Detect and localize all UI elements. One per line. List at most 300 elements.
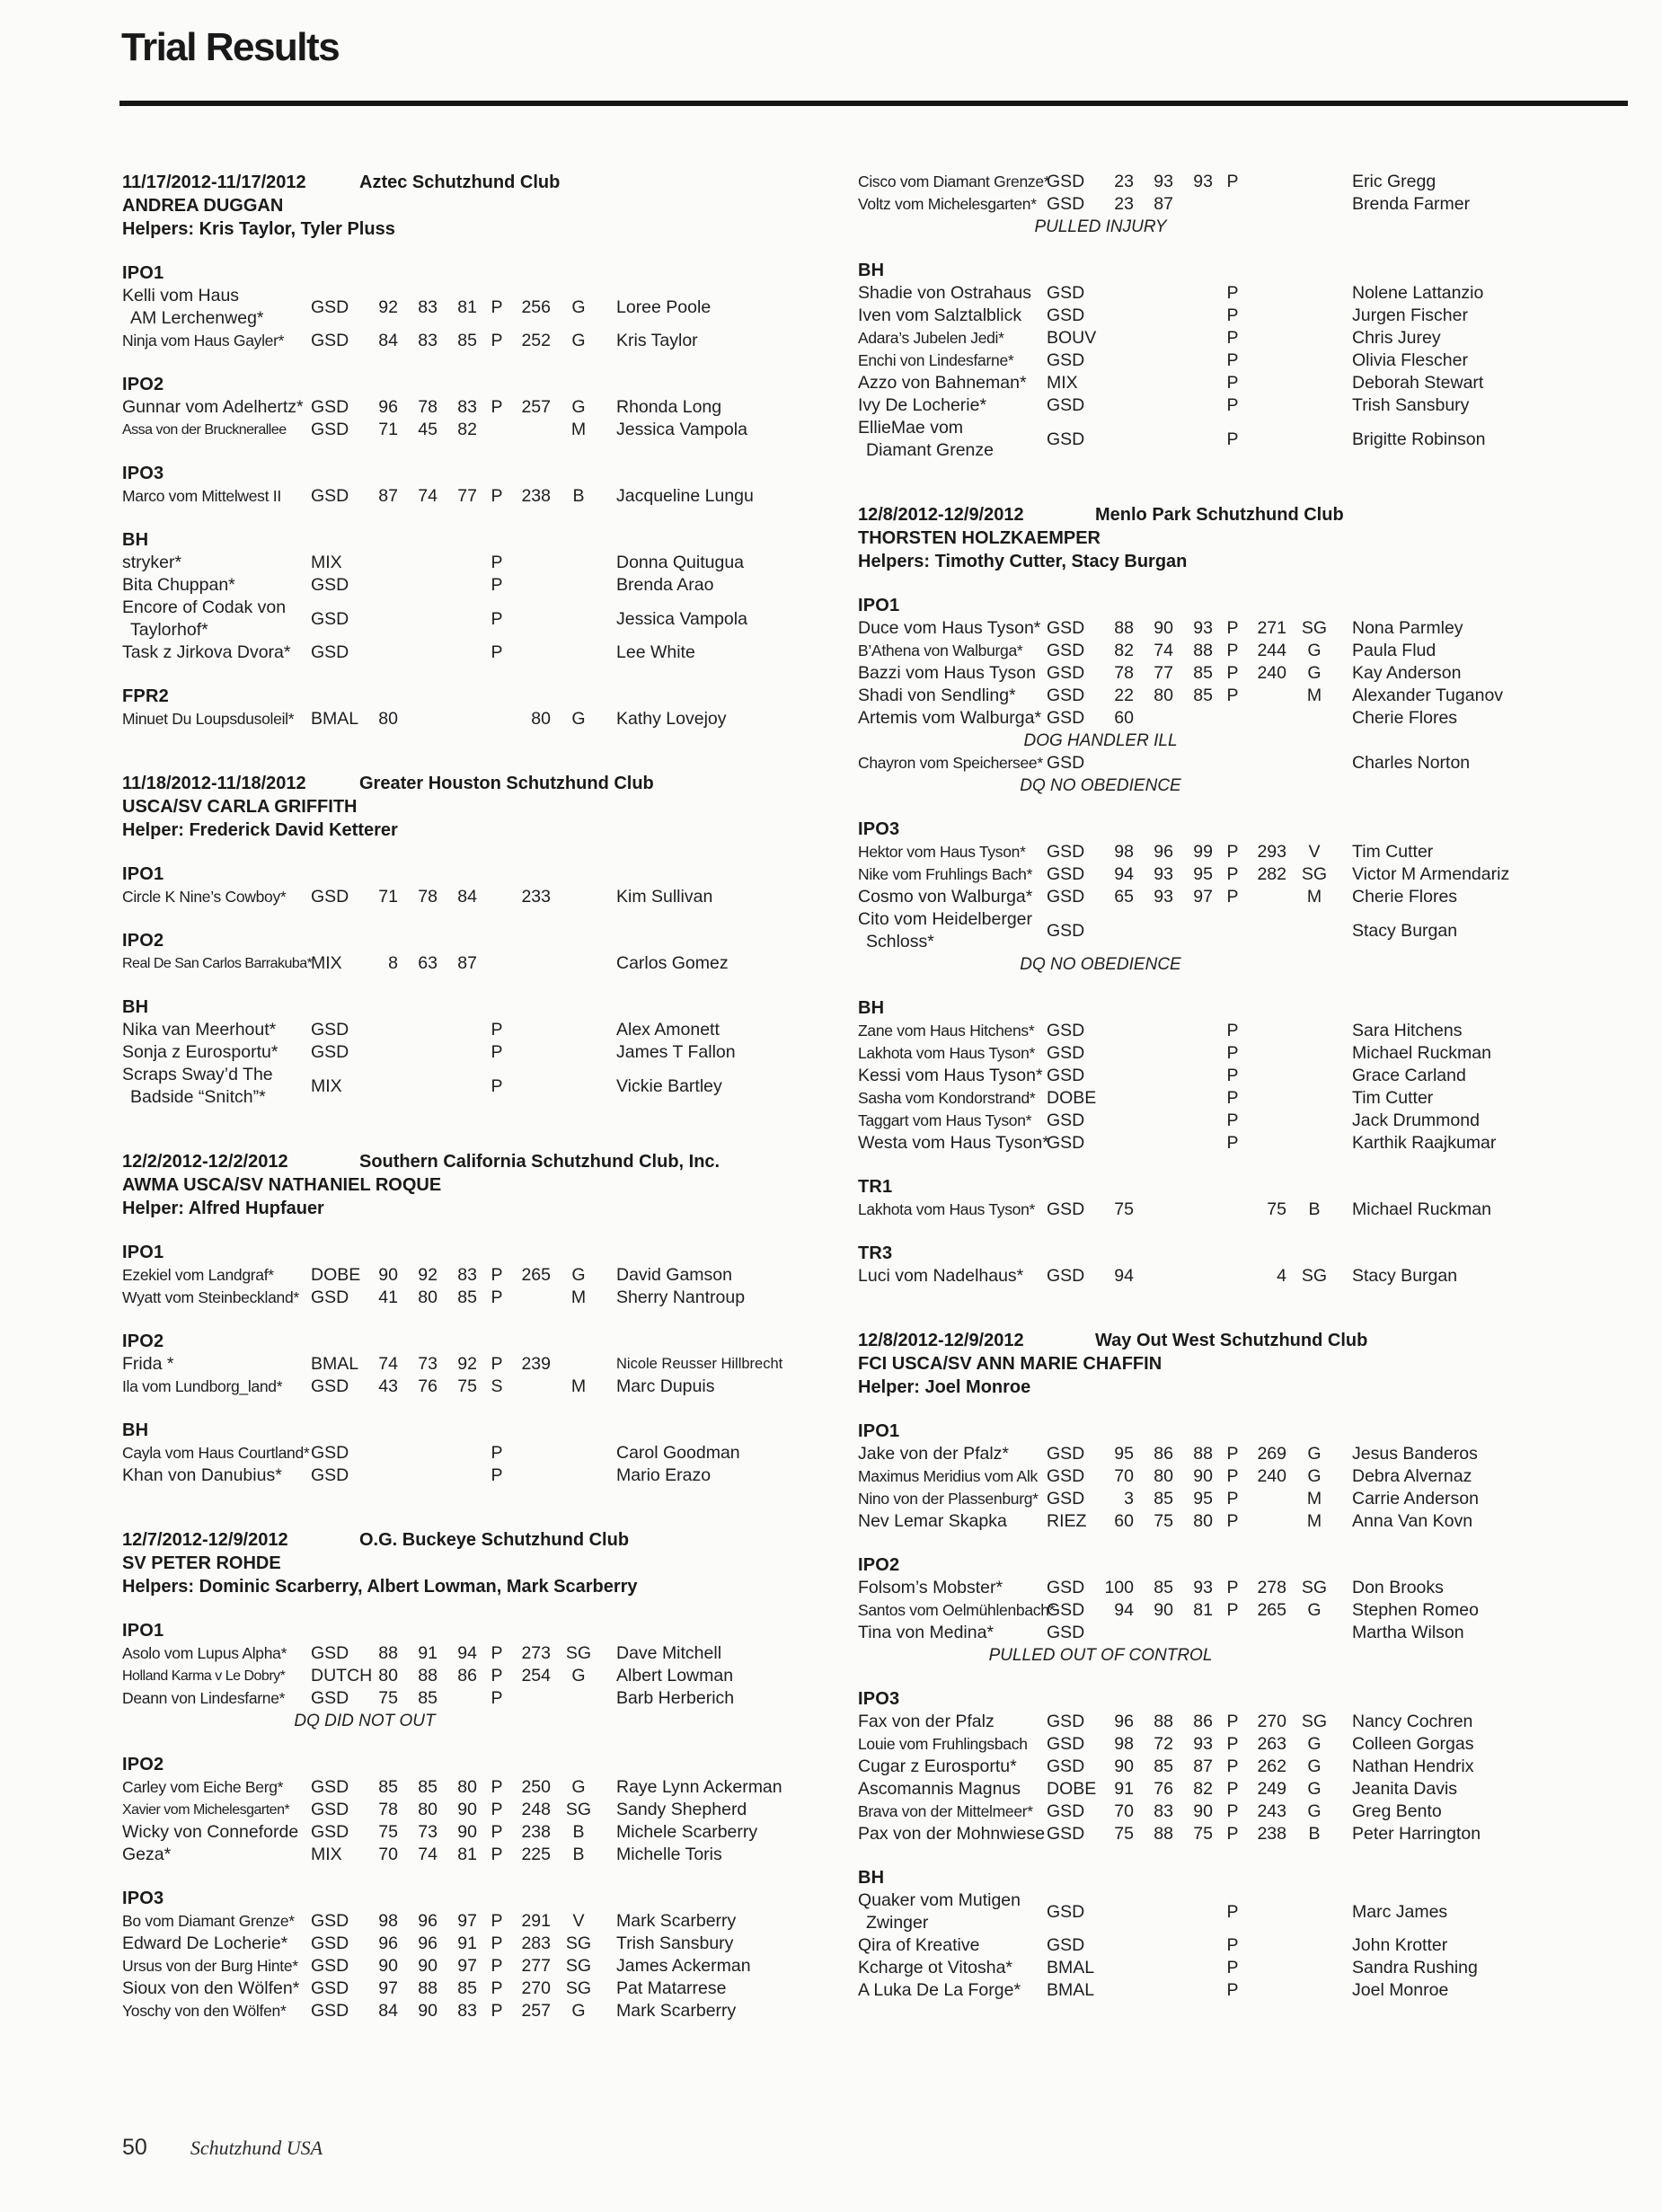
- result-row: [122, 396, 845, 419]
- score-tracking: 96: [378, 397, 398, 417]
- total-score: 240: [1257, 1466, 1286, 1486]
- pass-flag: P: [491, 1845, 503, 1864]
- total-score: 240: [1257, 663, 1286, 683]
- breed: GSD: [1047, 1734, 1085, 1754]
- score-tracking: 90: [1114, 1756, 1134, 1776]
- pass-flag: P: [491, 1956, 503, 1976]
- score-tracking: 92: [378, 296, 398, 317]
- breed: GSD: [311, 1978, 349, 1998]
- rating: G: [571, 1666, 586, 1686]
- score-obedience: 80: [1154, 686, 1173, 705]
- dog-name: [858, 372, 1047, 394]
- dog-name: [858, 1199, 1047, 1221]
- pass-flag: P: [491, 608, 503, 629]
- section-title: BH: [122, 1420, 149, 1440]
- score-protection: 83: [457, 397, 477, 417]
- rating: G: [1307, 663, 1322, 683]
- score-obedience: 76: [1154, 1779, 1173, 1799]
- rating: B: [1308, 1199, 1321, 1219]
- pass-flag: P: [1226, 350, 1239, 370]
- judge-name: ANDREA DUGGAN: [122, 196, 284, 216]
- trial-header-line: [122, 171, 845, 194]
- handler-name: Nicole Reusser Hillbrecht: [616, 1356, 783, 1372]
- pass-flag: P: [1226, 373, 1239, 393]
- handler-name: David Gamson: [616, 1265, 732, 1285]
- breed: GSD: [311, 642, 349, 662]
- dog-name: [122, 1665, 311, 1687]
- result-row: [122, 1353, 845, 1376]
- score-tracking: 22: [1114, 686, 1134, 705]
- score-tracking: 80: [378, 709, 398, 729]
- total-score: 225: [521, 1845, 551, 1864]
- handler-name: Cherie Flores: [1352, 708, 1458, 728]
- score-protection: 77: [457, 486, 477, 506]
- dog-name-line1: Lakhota vom Haus Tyson*: [858, 1200, 1036, 1218]
- dog-name-line1: Kessi vom Haus Tyson*: [858, 1066, 1043, 1085]
- dog-name: [858, 1265, 1047, 1287]
- pass-flag: P: [1226, 1901, 1239, 1922]
- handler-name: Trish Sansbury: [1352, 395, 1470, 415]
- score-protection: 93: [1193, 1578, 1213, 1597]
- result-row: [122, 1933, 845, 1955]
- handler-name: Vickie Bartley: [616, 1075, 722, 1096]
- results-section: [122, 930, 845, 975]
- result-row: [122, 1844, 845, 1866]
- pass-flag: P: [491, 296, 503, 317]
- dog-name-line1: Cisco vom Diamant Grenze*: [858, 173, 1050, 190]
- dog-name: [122, 1376, 311, 1398]
- score-tracking: 98: [1114, 842, 1134, 862]
- pass-flag: P: [1226, 283, 1239, 303]
- score-tracking: 94: [1114, 1266, 1134, 1286]
- score-tracking: 84: [378, 2001, 398, 2021]
- score-protection: 80: [1193, 1511, 1213, 1531]
- rating: SG: [1301, 1578, 1328, 1597]
- result-note: [858, 730, 1343, 752]
- rating: G: [571, 1265, 586, 1285]
- score-protection: 87: [1193, 1756, 1213, 1776]
- total-score: 273: [521, 1643, 551, 1663]
- results-section: [858, 997, 1631, 1155]
- score-obedience: 80: [418, 1287, 438, 1307]
- total-score: 270: [521, 1978, 551, 1998]
- pass-flag: P: [491, 397, 503, 417]
- section-title: IPO2: [858, 1555, 900, 1575]
- score-obedience: 74: [1154, 641, 1173, 660]
- score-obedience: 90: [418, 2001, 438, 2021]
- dog-name-line1: Ursus von der Burg Hinte*: [122, 1957, 298, 1975]
- handler-name: Joel Monroe: [1352, 1980, 1449, 2000]
- total-score: 75: [1267, 1199, 1286, 1219]
- score-tracking: 78: [378, 1800, 398, 1819]
- score-protection: 87: [457, 953, 477, 973]
- note-text: DQ NO OBEDIENCE: [1020, 955, 1181, 974]
- dog-name-line1: Ezekiel vom Landgraf*: [122, 1266, 274, 1284]
- result-row: [122, 574, 845, 597]
- handler-name: Carlos Gomez: [616, 953, 729, 973]
- score-protection: 81: [457, 296, 477, 317]
- section-title: IPO1: [122, 263, 164, 283]
- dog-name-line1: A Luka De La Forge*: [858, 1980, 1021, 2000]
- breed: GSD: [1047, 1133, 1085, 1153]
- breed: BMAL: [311, 1354, 359, 1374]
- result-row: [858, 1087, 1631, 1110]
- dog-name-line1: Fax von der Pfalz: [858, 1712, 995, 1731]
- dog-name: [122, 952, 311, 975]
- breed: GSD: [311, 331, 349, 350]
- score-tracking: 96: [1114, 1712, 1134, 1731]
- rating: M: [1306, 1511, 1322, 1531]
- section-rows: [122, 485, 845, 508]
- dog-name: [858, 640, 1047, 662]
- dog-name-line1: Nika van Meerhout*: [122, 1020, 277, 1040]
- total-score: 283: [521, 1933, 551, 1953]
- score-protection: 81: [1193, 1600, 1213, 1620]
- result-row: [858, 417, 1631, 462]
- score-protection: 90: [1193, 1801, 1213, 1821]
- rating: G: [571, 2001, 586, 2021]
- section-title: BH: [122, 530, 149, 550]
- breed: GSD: [311, 1643, 349, 1663]
- pass-flag: P: [491, 331, 503, 350]
- section-rows: [858, 1443, 1631, 1533]
- score-tracking: 94: [1114, 864, 1134, 884]
- handler-name: Pat Matarrese: [616, 1978, 727, 1998]
- breed: GSD: [311, 1800, 349, 1819]
- result-row: [122, 1799, 845, 1821]
- result-row: [122, 1464, 845, 1487]
- breed: GSD: [1047, 618, 1085, 638]
- score-protection: 80: [457, 1777, 477, 1797]
- breed: DOBE: [1047, 1779, 1097, 1799]
- total-score: 257: [521, 397, 551, 417]
- rating: G: [1307, 1444, 1322, 1464]
- breed: BMAL: [1047, 1980, 1095, 2000]
- dog-name-line1: Shadie von Ostrahaus: [858, 283, 1031, 303]
- breed: GSD: [1047, 1021, 1085, 1040]
- result-row: [858, 171, 1631, 193]
- breed: DOBE: [311, 1265, 361, 1285]
- score-protection: 99: [1193, 842, 1213, 862]
- score-protection: 86: [1193, 1712, 1213, 1731]
- result-row: [858, 1599, 1631, 1622]
- pass-flag: P: [1226, 1043, 1239, 1063]
- section-title: BH: [858, 998, 885, 1018]
- dog-name: [858, 662, 1047, 685]
- breed: GSD: [1047, 194, 1085, 214]
- breed: GSD: [311, 887, 349, 907]
- section-rows: [122, 552, 845, 664]
- score-obedience: 74: [418, 486, 438, 506]
- total-score: 238: [521, 1822, 551, 1842]
- handler-name: Trish Sansbury: [616, 1933, 734, 1953]
- handler-name: Sara Hitchens: [1352, 1021, 1463, 1040]
- rating: G: [571, 397, 586, 417]
- handler-name: Jurgen Fischer: [1352, 305, 1468, 325]
- breed: GSD: [1047, 663, 1085, 683]
- total-score: 244: [1257, 641, 1286, 660]
- score-protection: 85: [457, 331, 477, 350]
- dog-name-line1: Qira of Kreative: [858, 1935, 980, 1955]
- dog-name-line1: Real De San Carlos Barrakuba*: [122, 956, 313, 971]
- dog-name-line1: Kelli vom Haus: [122, 286, 240, 305]
- dog-name: [858, 1979, 1047, 2002]
- score-obedience: 85: [1154, 1578, 1173, 1597]
- dog-name: [858, 327, 1047, 349]
- total-score: 271: [1257, 618, 1286, 638]
- score-tracking: 75: [1114, 1824, 1134, 1844]
- result-row: [122, 886, 845, 908]
- result-row: [858, 1110, 1631, 1132]
- section-title: IPO1: [122, 864, 164, 884]
- breed: GSD: [1047, 753, 1085, 773]
- rating: G: [571, 709, 586, 729]
- dog-name-line1: Gunnar vom Adelhertz*: [122, 397, 304, 417]
- dog-name-line1: Bazzi vom Haus Tyson: [858, 663, 1036, 683]
- breed: GSD: [1047, 842, 1085, 862]
- result-row: [122, 1064, 845, 1109]
- result-row: [122, 952, 845, 975]
- trial-header-line: [122, 1528, 845, 1552]
- handler-name: Jacqueline Lungu: [616, 486, 754, 506]
- trial-header: [858, 1329, 1631, 1399]
- total-score: 238: [521, 486, 551, 506]
- dog-name: [122, 1776, 311, 1799]
- trial-header-line: [858, 503, 1631, 526]
- section-title: IPO2: [122, 931, 164, 951]
- breed: GSD: [311, 1688, 349, 1708]
- result-row: [858, 372, 1631, 394]
- breed: GSD: [311, 1287, 349, 1307]
- handler-name: Cherie Flores: [1352, 887, 1458, 907]
- handler-name: Carol Goodman: [616, 1443, 740, 1463]
- result-note: [858, 216, 1343, 238]
- handler-name: Tim Cutter: [1352, 842, 1434, 862]
- handler-name: Stacy Burgan: [1352, 1266, 1458, 1286]
- breed: MIX: [311, 1845, 342, 1864]
- section-rows: [122, 952, 845, 975]
- rating: G: [571, 296, 586, 317]
- handler-name: James Ackerman: [616, 1956, 751, 1976]
- dog-name-line1: Geza*: [122, 1845, 172, 1864]
- score-protection: 93: [1193, 172, 1213, 191]
- total-score: 80: [531, 709, 551, 729]
- pass-flag: P: [491, 1643, 503, 1663]
- dog-name: [122, 641, 311, 664]
- handler-name: Kay Anderson: [1352, 663, 1462, 683]
- dog-name: [122, 1353, 311, 1376]
- handler-name: Jessica Vampola: [616, 420, 747, 439]
- dog-name: [858, 1778, 1047, 1801]
- section-title: BH: [858, 1868, 885, 1888]
- dog-name: [122, 1019, 311, 1041]
- dog-name-line1: Maximus Meridius vom Alk: [858, 1467, 1038, 1485]
- dog-name-line2: Schloss*: [866, 932, 934, 951]
- dog-name-line1: Wicky von Conneforde: [122, 1822, 299, 1842]
- score-tracking: 96: [378, 1933, 398, 1953]
- result-row: [858, 886, 1631, 908]
- results-section: [858, 1554, 1631, 1667]
- rating: B: [572, 1822, 585, 1842]
- magazine-title: Schutzhund USA: [190, 2137, 323, 2159]
- dog-name: [858, 863, 1047, 886]
- section-title: IPO3: [122, 464, 164, 483]
- result-row: [858, 1199, 1631, 1221]
- dog-name: [122, 285, 311, 330]
- pass-flag: P: [1226, 641, 1239, 660]
- rating: SG: [565, 1978, 592, 1998]
- dog-name-line1: Iven vom Salztalblick: [858, 305, 1022, 325]
- breed: GSD: [1047, 1266, 1085, 1286]
- total-score: 270: [1257, 1712, 1286, 1731]
- pass-flag: P: [491, 2001, 503, 2021]
- column: [122, 171, 845, 2022]
- result-row: [858, 1622, 1631, 1644]
- section-title: IPO3: [858, 1689, 900, 1709]
- breed: GSD: [1047, 1600, 1085, 1620]
- pass-flag: P: [1226, 305, 1239, 325]
- handler-name: Stephen Romeo: [1352, 1600, 1479, 1620]
- rating: B: [1308, 1824, 1321, 1844]
- section-rows: [858, 1265, 1631, 1287]
- dog-name: [122, 330, 311, 352]
- breed: GSD: [1047, 350, 1085, 370]
- pass-flag: P: [1226, 663, 1239, 683]
- result-row: [122, 485, 845, 508]
- rating: SG: [565, 1933, 592, 1953]
- rating: M: [570, 1376, 587, 1396]
- section-rows: [122, 1264, 845, 1309]
- rating: V: [572, 1911, 585, 1931]
- score-obedience: 75: [1154, 1511, 1173, 1531]
- dog-name-line1: Enchi von Lindesfarne*: [858, 351, 1014, 369]
- breed: GSD: [1047, 1444, 1085, 1464]
- pass-flag: P: [491, 575, 503, 595]
- breed: GSD: [1047, 920, 1085, 941]
- results-section: [122, 996, 845, 1109]
- result-row: [122, 1442, 845, 1464]
- rating: SG: [1301, 1266, 1328, 1286]
- dog-name: [858, 1132, 1047, 1155]
- score-tracking: 80: [378, 1666, 398, 1686]
- result-row: [858, 349, 1631, 372]
- result-row: [858, 662, 1631, 685]
- dog-name: [122, 1799, 311, 1821]
- dog-name: [858, 1065, 1047, 1087]
- rating: M: [570, 420, 587, 439]
- score-obedience: 96: [418, 1911, 438, 1931]
- score-obedience: 78: [418, 887, 438, 907]
- result-note: [122, 1710, 607, 1732]
- breed: GSD: [1047, 1199, 1085, 1219]
- rating: V: [1308, 842, 1321, 862]
- score-protection: 90: [457, 1822, 477, 1842]
- dog-name: [122, 1064, 311, 1109]
- breed: GSD: [311, 1822, 349, 1842]
- score-tracking: 60: [1114, 1511, 1134, 1531]
- page-title: Trial Results: [121, 25, 340, 69]
- result-row: [858, 863, 1631, 886]
- note-text: DOG HANDLER ILL: [1023, 731, 1178, 750]
- breed: GSD: [1047, 1043, 1085, 1063]
- dog-name: [858, 1488, 1047, 1510]
- handler-name: Barb Herberich: [616, 1688, 735, 1708]
- dog-name: [858, 1443, 1047, 1465]
- breed: GSD: [1047, 1466, 1085, 1486]
- score-tracking: 75: [378, 1688, 398, 1708]
- results-section: [858, 818, 1631, 976]
- result-row: [122, 285, 845, 330]
- handler-name: Mark Scarberry: [616, 2001, 737, 2021]
- result-row: [858, 617, 1631, 640]
- rating: G: [1307, 641, 1322, 660]
- dog-name: [122, 2000, 311, 2022]
- score-protection: 85: [1193, 663, 1213, 683]
- dog-name-line1: Asolo vom Lupus Alpha*: [122, 1644, 287, 1662]
- result-row: [858, 1934, 1631, 1957]
- dog-name-line1: Scraps Sway’d The: [122, 1065, 273, 1084]
- breed: GSD: [1047, 1578, 1085, 1597]
- rating: G: [1307, 1756, 1322, 1776]
- breed: GSD: [1047, 429, 1085, 449]
- score-tracking: 98: [1114, 1734, 1134, 1754]
- breed: GSD: [1047, 1801, 1085, 1821]
- pass-flag: P: [1226, 864, 1239, 884]
- section-rows: [122, 1776, 845, 1866]
- score-protection: 82: [1193, 1779, 1213, 1799]
- breed: GSD: [311, 1956, 349, 1976]
- result-row: [858, 1756, 1631, 1778]
- total-score: 256: [521, 296, 551, 317]
- pass-flag: P: [491, 1911, 503, 1931]
- dog-name-line1: Brava von der Mittelmeer*: [858, 1802, 1033, 1820]
- handler-name: Mark Scarberry: [616, 1911, 737, 1931]
- dog-name: [122, 1821, 311, 1844]
- dog-name-line1: Khan von Danubius*: [122, 1465, 282, 1485]
- score-tracking: 23: [1114, 194, 1134, 214]
- score-protection: 81: [457, 1845, 477, 1864]
- results-section: [122, 863, 845, 908]
- results-section: [858, 1688, 1631, 1845]
- score-protection: 86: [457, 1666, 477, 1686]
- handler-name: Brenda Arao: [616, 575, 714, 595]
- score-obedience: 90: [418, 1956, 438, 1976]
- score-protection: 83: [457, 2001, 477, 2021]
- result-row: [122, 1642, 845, 1665]
- section-title: IPO3: [122, 1889, 164, 1908]
- handler-name: Sandy Shepherd: [616, 1800, 747, 1819]
- trial-date: 11/17/2012-11/17/2012: [122, 173, 306, 192]
- breed: BMAL: [1047, 1958, 1095, 1978]
- handler-name: Donna Quitugua: [616, 553, 745, 572]
- score-tracking: 75: [378, 1822, 398, 1842]
- dog-name: [858, 349, 1047, 372]
- dog-name-line1: Zane vom Haus Hitchens*: [858, 1022, 1035, 1040]
- score-protection: 91: [457, 1933, 477, 1953]
- handler-name: Greg Bento: [1352, 1801, 1442, 1821]
- dog-name-line1: Louie vom Fruhlingsbach: [858, 1735, 1028, 1753]
- rating: M: [1306, 686, 1322, 705]
- dog-name-line1: Nike vom Fruhlings Bach*: [858, 865, 1033, 883]
- score-tracking: 23: [1114, 172, 1134, 191]
- total-score: 257: [521, 2001, 551, 2021]
- judge-name: USCA/SV CARLA GRIFFITH: [122, 797, 358, 817]
- result-row: [122, 1910, 845, 1933]
- pass-flag: P: [491, 1265, 503, 1285]
- results-section: [858, 171, 1631, 238]
- result-row: [858, 1042, 1631, 1065]
- dog-name-line1: Sioux von den Wölfen*: [122, 1978, 300, 1998]
